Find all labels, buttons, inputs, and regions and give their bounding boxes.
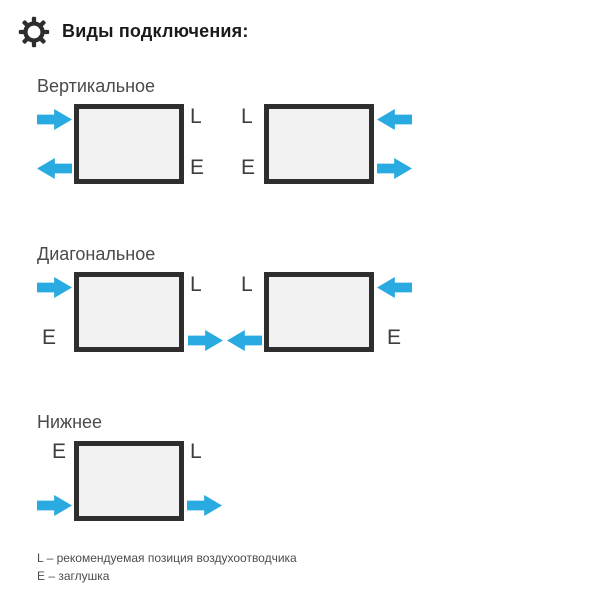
section-label-diagonal: Диагональное	[37, 244, 156, 264]
vent-position-label: L	[241, 105, 253, 128]
radiator-box	[264, 272, 374, 352]
flow-out-arrow-right-icon	[188, 330, 223, 351]
page-title: Виды подключения:	[62, 21, 249, 41]
header	[0, 0, 600, 60]
flow-in-arrow-left-icon	[377, 109, 412, 130]
plug-label: E	[241, 156, 256, 179]
flow-in-arrow-right-icon	[37, 277, 72, 298]
plug-label: E	[52, 440, 67, 463]
flow-out-arrow-left-icon	[227, 330, 262, 351]
section-label-bottom: Нижнее	[37, 412, 103, 432]
radiator-box	[264, 104, 374, 184]
flow-out-arrow-left-icon	[37, 158, 72, 179]
section-label-vertical: Вертикальное	[37, 76, 156, 96]
vent-position-label: L	[190, 105, 202, 128]
vent-position-label: L	[190, 440, 202, 463]
vent-position-label: L	[241, 273, 253, 296]
gear-icon	[18, 16, 50, 48]
legend	[37, 549, 297, 585]
plug-label: E	[190, 156, 205, 179]
plug-label: E	[387, 326, 402, 349]
flow-in-arrow-right-icon	[37, 109, 72, 130]
plug-label: E	[42, 326, 57, 349]
radiator-box	[74, 272, 184, 352]
vent-position-label: L	[190, 273, 202, 296]
flow-in-arrow-left-icon	[377, 277, 412, 298]
radiator-box	[74, 104, 184, 184]
flow-out-arrow-right-icon	[187, 495, 222, 516]
legend-line-vent: L – рекомендуемая позиция воздухоотводчика	[37, 551, 297, 565]
flow-out-arrow-right-icon	[377, 158, 412, 179]
legend-line-plug: Е – заглушка	[37, 569, 110, 583]
flow-in-arrow-right-icon	[37, 495, 72, 516]
radiator-box	[74, 441, 184, 521]
